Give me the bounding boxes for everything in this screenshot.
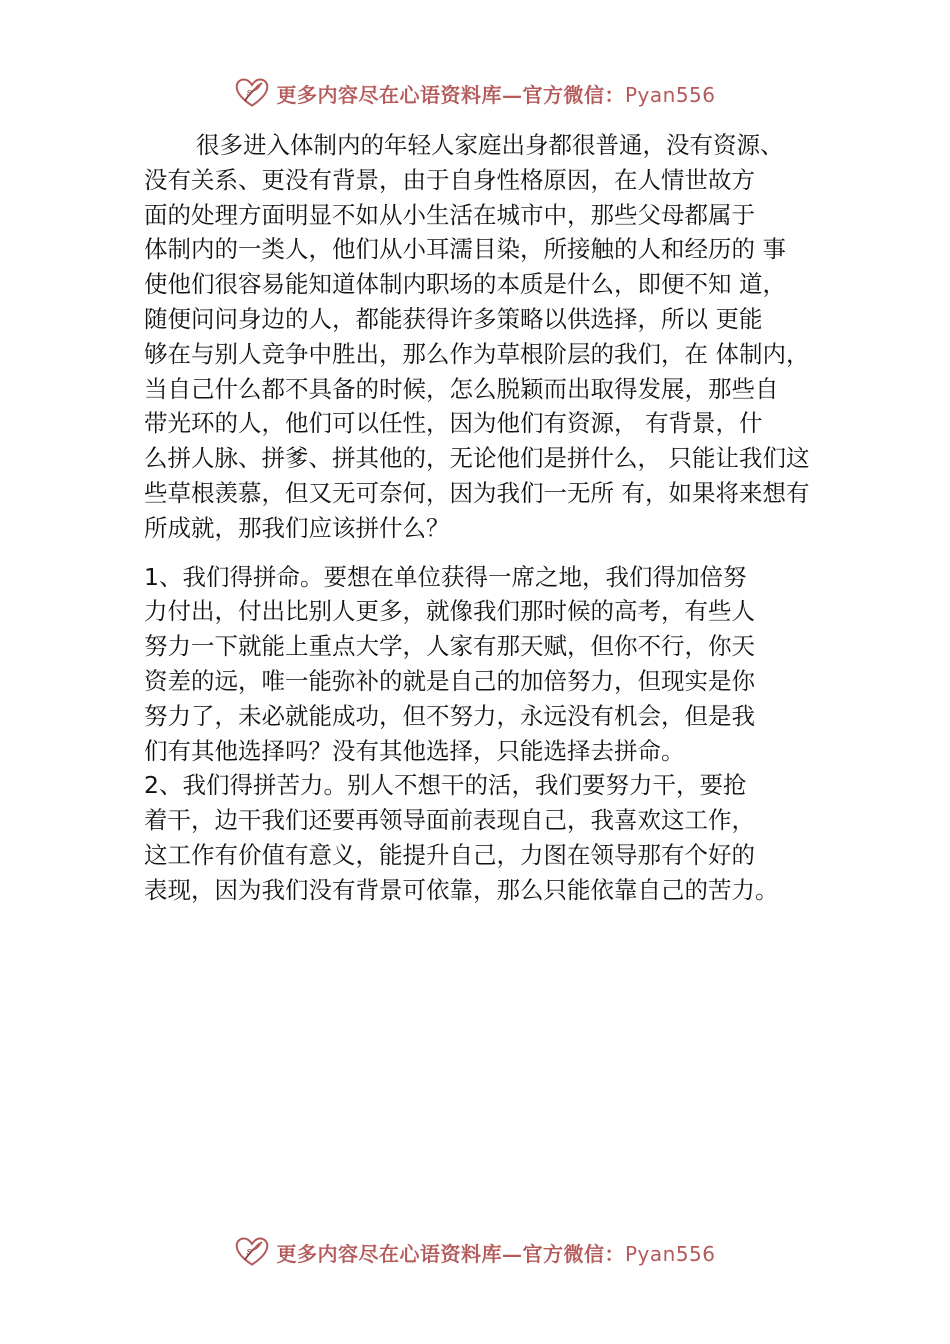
footer-watermark-text: 更多内容尽在心语资料库—官方微信：Pyan556: [276, 1241, 716, 1266]
paragraph-intro: [144, 128, 844, 546]
header-wechat-id: Pyan556: [624, 82, 716, 107]
text-line: 所成就，那我们应该拼什么？: [144, 513, 450, 542]
text-line: 没有关系、更没有背景，由于自身性格原因，在人情世故方: [144, 165, 755, 194]
text-line: 带光环的人，他们可以任性，因为他们有资源， 有背景，什: [144, 409, 763, 438]
text-line: 2、我们得拼苦力。别人不想干的活，我们要努力干，要抢: [144, 771, 747, 800]
text-line: 使他们很容易能知道体制内职场的本质是什么，即便不知 道，: [144, 270, 786, 299]
text-line: 些草根羡慕，但又无可奈何，因为我们一无所 有，如果将来想有: [144, 478, 810, 507]
text-line: 着干，边干我们还要再领导面前表现自己，我喜欢这工作，: [144, 806, 755, 835]
text-line: 们有其他选择吗？没有其他选择，只能选择去拼命。: [144, 736, 685, 765]
text-line: 当自己什么都不具备的时候，怎么脱颖而出取得发展，那些自: [144, 374, 779, 403]
text-line: 么拼人脉、拼爹、拼其他的，无论他们是拼什么， 只能让我们这: [144, 444, 810, 473]
text-line: 够在与别人竞争中胜出，那么作为草根阶层的我们，在 体制内，: [144, 339, 810, 368]
footer-watermark: [0, 1232, 950, 1272]
paragraph-point-1: [144, 560, 844, 769]
text-line: 这工作有价值有意义，能提升自己，力图在领导那有个好的: [144, 840, 755, 869]
text-line: 努力了，未必就能成功，但不努力，永远没有机会，但是我: [144, 701, 755, 730]
text-line: 面的处理方面明显不如从小生活在城市中，那些父母都属于: [144, 200, 755, 229]
document-body: [144, 128, 844, 908]
text-line: 表现，因为我们没有背景可依靠，那么只能依靠自己的苦力。: [144, 875, 779, 904]
paragraph-point-2: [144, 768, 844, 907]
header-watermark: [0, 73, 950, 113]
text-line: 体制内的一类人，他们从小耳濡目染，所接触的人和经历的 事: [144, 235, 786, 264]
header-watermark-text: 更多内容尽在心语资料库—官方微信：Pyan556: [276, 82, 716, 107]
svg-text:s: s: [247, 87, 253, 99]
heart-feather-logo-icon: [234, 1234, 270, 1270]
text-line: 很多进入体制内的年轻人家庭出身都很普通，没有资源、: [196, 131, 784, 159]
text-line: 1、我们得拼命。要想在单位获得一席之地，我们得加倍努: [144, 562, 747, 591]
text-line: 力付出，付出比别人更多，就像我们那时候的高考，有些人: [144, 597, 755, 626]
svg-text:s: s: [247, 1246, 253, 1258]
text-line: 努力一下就能上重点大学，人家有那天赋，但你不行，你天: [144, 632, 755, 661]
footer-wechat-id: Pyan556: [624, 1241, 716, 1266]
text-line: 资差的远，唯一能弥补的就是自己的加倍努力，但现实是你: [144, 666, 755, 695]
paragraph-gap: [144, 546, 844, 560]
heart-feather-logo-icon: [234, 75, 270, 111]
text-line: 随便问问身边的人，都能获得许多策略以供选择，所以 更能: [144, 304, 763, 333]
